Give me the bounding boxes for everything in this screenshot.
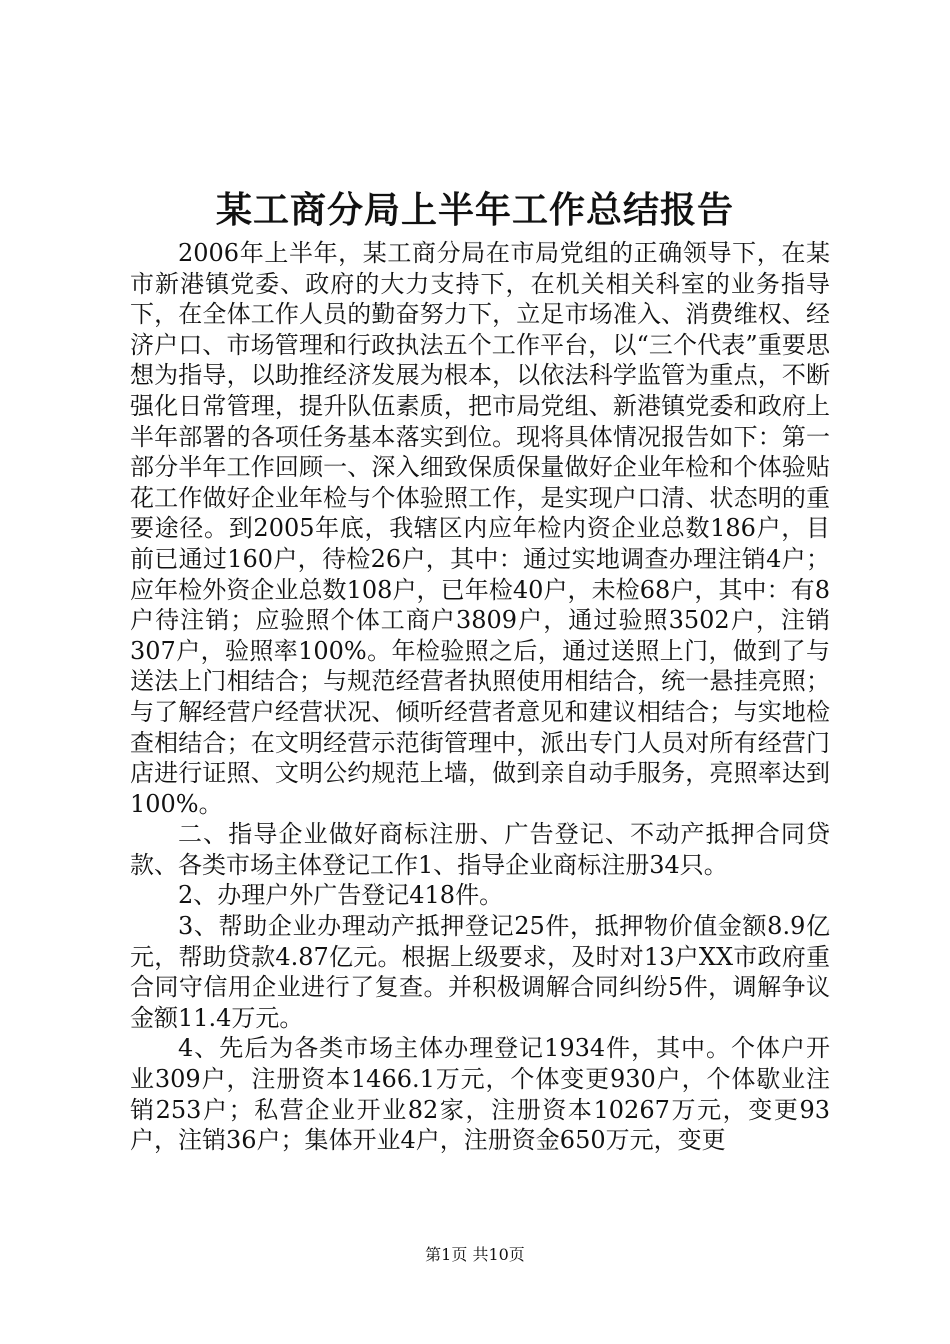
paragraph: 二、指导企业做好商标注册、广告登记、不动产抵押合同贷款、各类市场主体登记工作1、指导企业商标注册34只。: [130, 820, 830, 879]
document-body: [130, 238, 830, 1156]
paragraph: 4、先后为各类市场主体办理登记1934件，其中。个体户开业309户，注册资本1466.1万元，个体变更930户，个体歇业注销253户；私营企业开业82家，注册资本10267万元，变更93户，注销36户；集体开业4户，注册资金650万元，变更: [130, 1034, 830, 1155]
document-title: 某工商分局上半年工作总结报告: [215, 189, 734, 231]
paragraph: 2006年上半年，某工商分局在市局党组的正确领导下，在某市新港镇党委、政府的大力支持下，在机关相关科室的业务指导下，在全体工作人员的勤奋努力下，立足市场准入、消费维权、经济户口、市场管理和行政执法五个工作平台，以“三个代表”重要思想为指导，以助推经济发展为根本，以依法科学监管为重点，不断强化日常管理，提升队伍素质，把市局党组、新港镇党委和政府上半年部署的各项任务基本落实到位。现将具体情况报告如下：第一部分半年工作回顾一、深入细致保质保量做好企业年检和个体验贴花工作做好企业年检与个体验照工作，是实现户口清、状态明的重要途径。到2005年底，我辖区内应年检内资企业总数186户，目前已通过160户，待检26户，其中：通过实地调查办理注销4户；应年检外资企业总数108户，已年检40户，未检68户，其中：有8户待注销；应验照个体工商户3809户，通过验照3502户，注销307户，验照率100%。年检验照之后，通过送照上门，做到了与送法上门相结合；与规范经营者执照使用相结合，统一悬挂亮照；与了解经营户经营状况、倾听经营者意见和建议相结合；与实地检查相结合；在文明经营示范街管理中，派出专门人员对所有经营门店进行证照、文明公约规范上墙，做到亲自动手服务，亮照率达到100%。: [130, 239, 830, 818]
paragraph: 2、办理户外广告登记418件。: [178, 881, 504, 910]
page-number-footer: 第1页 共10页: [425, 1245, 525, 1264]
paragraph: 3、帮助企业办理动产抵押登记25件，抵押物价值金额8.9亿元，帮助贷款4.87亿元。根据上级要求，及时对13户XX市政府重合同守信用企业进行了复查。并积极调解合同纠纷5件，调解争议金额11.4万元。: [130, 912, 830, 1032]
